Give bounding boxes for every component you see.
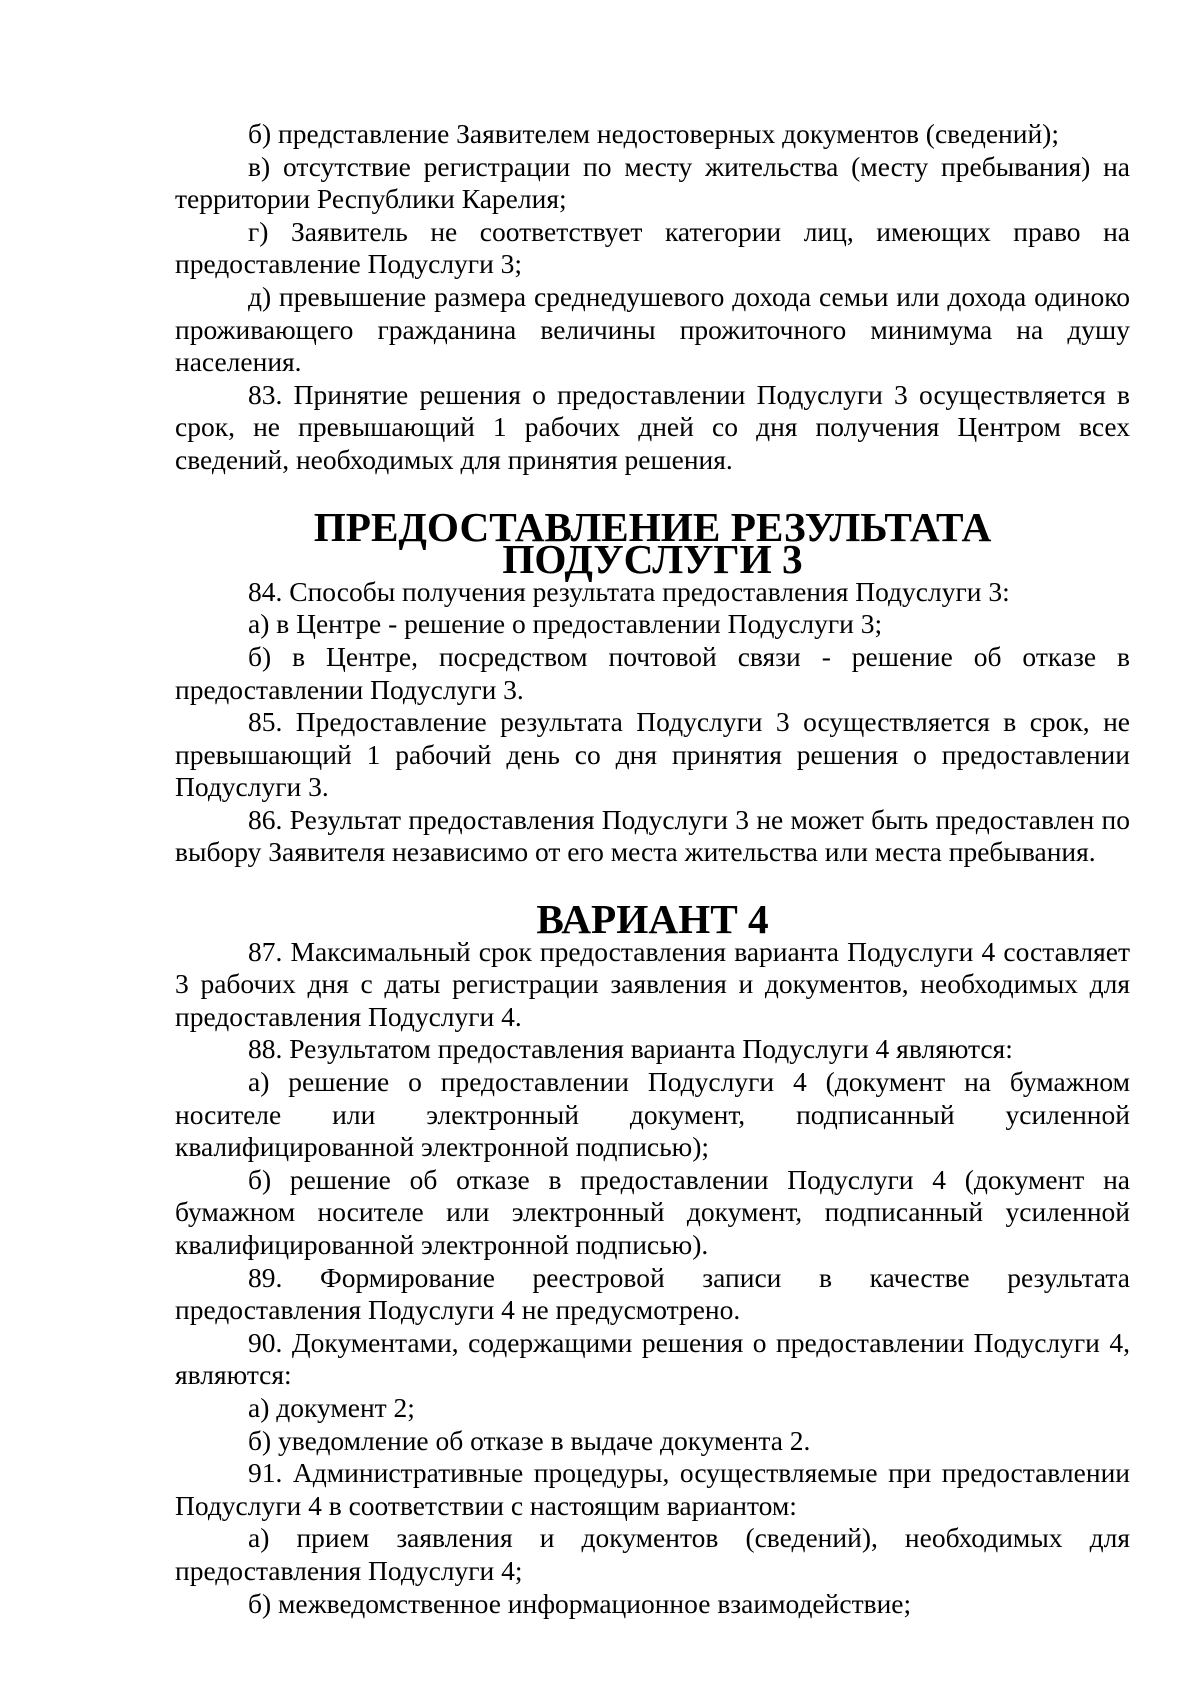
paragraph: а) решение о предоставлении Подуслуги 4 (документ на бумажном носителе или электронный документ, подписанный усиленной квалифицированной электронной подписью);: [175, 1066, 1130, 1163]
paragraph: 91. Административные процедуры, осуществляемые при предоставлении Подуслуги 4 в соответствии с настоящим вариантом:: [175, 1457, 1130, 1521]
paragraph: а) прием заявления и документов (сведений), необходимых для предоставления Подуслуги 4;: [175, 1522, 1130, 1586]
paragraph: б) уведомление об отказе в выдаче документа 2.: [248, 1424, 811, 1456]
paragraph: 87. Максимальный срок предоставления варианта Подуслуги 4 составляет 3 рабочих дня с даты регистрации заявления и документов, необходимых для предоставления Подуслуги 4.: [175, 935, 1130, 1032]
paragraph: в) отсутствие регистрации по месту жительства (месту пребывания) на территории Республики Карелия;: [175, 150, 1130, 215]
paragraph: 89. Формирование реестровой записи в качестве результата предоставления Подуслуги 4 не предусмотрено.: [175, 1261, 1130, 1326]
paragraph: б) в Центре, посредством почтовой связи - решение об отказе в предоставлении Подуслуги 3.: [175, 640, 1130, 705]
document-page: [175, 118, 1130, 1620]
paragraph: д) превышение размера среднедушевого дохода семьи или дохода одиноко проживающего гражданина величины прожиточного минимума на душу населения.: [175, 280, 1130, 378]
paragraph: 86. Результат предоставления Подуслуги 3 не может быть предоставлен по выбору Заявителя независимо от его места жительства или места пребывания.: [175, 803, 1130, 868]
paragraph: а) документ 2;: [248, 1391, 415, 1423]
paragraph: 85. Предоставление результата Подуслуги 3 осуществляется в срок, не превышающий 1 рабочий день со дня принятия решения о предоставлении Подуслуги 3.: [175, 706, 1130, 803]
paragraph: 90. Документами, содержащими решения о предоставлении Подуслуги 4, являются:: [175, 1326, 1130, 1391]
paragraph: б) представление Заявителем недостоверных документов (сведений);: [248, 118, 1059, 149]
paragraph: 88. Результатом предоставления варианта Подуслуги 4 являются:: [248, 1033, 1013, 1065]
paragraph: б) межведомственное информационное взаимодействие;: [248, 1587, 912, 1619]
section-heading: ВАРИАНТ 4: [536, 896, 769, 943]
paragraph: а) в Центре - решение о предоставлении Подуслуги 3;: [248, 608, 883, 640]
paragraph: 83. Принятие решения о предоставлении Подуслуги 3 осуществляется в срок, не превышающий 1 рабочих дней со дня получения Центром всех сведений, необходимых для принятия решения.: [175, 378, 1130, 475]
paragraph: 84. Способы получения результата предоставления Подуслуги 3:: [248, 575, 1010, 607]
paragraph: б) решение об отказе в предоставлении Подуслуги 4 (документ на бумажном носителе или электронный документ, подписанный усиленной квалифицированной электронной подписью).: [175, 1163, 1130, 1260]
section-heading: ПРЕДОСТАВЛЕНИЕ РЕЗУЛЬТАТА ПОДУСЛУГИ 3: [313, 503, 992, 583]
paragraph: г) Заявитель не соответствует категории лиц, имеющих право на предоставление Подуслуги 3;: [175, 215, 1130, 280]
